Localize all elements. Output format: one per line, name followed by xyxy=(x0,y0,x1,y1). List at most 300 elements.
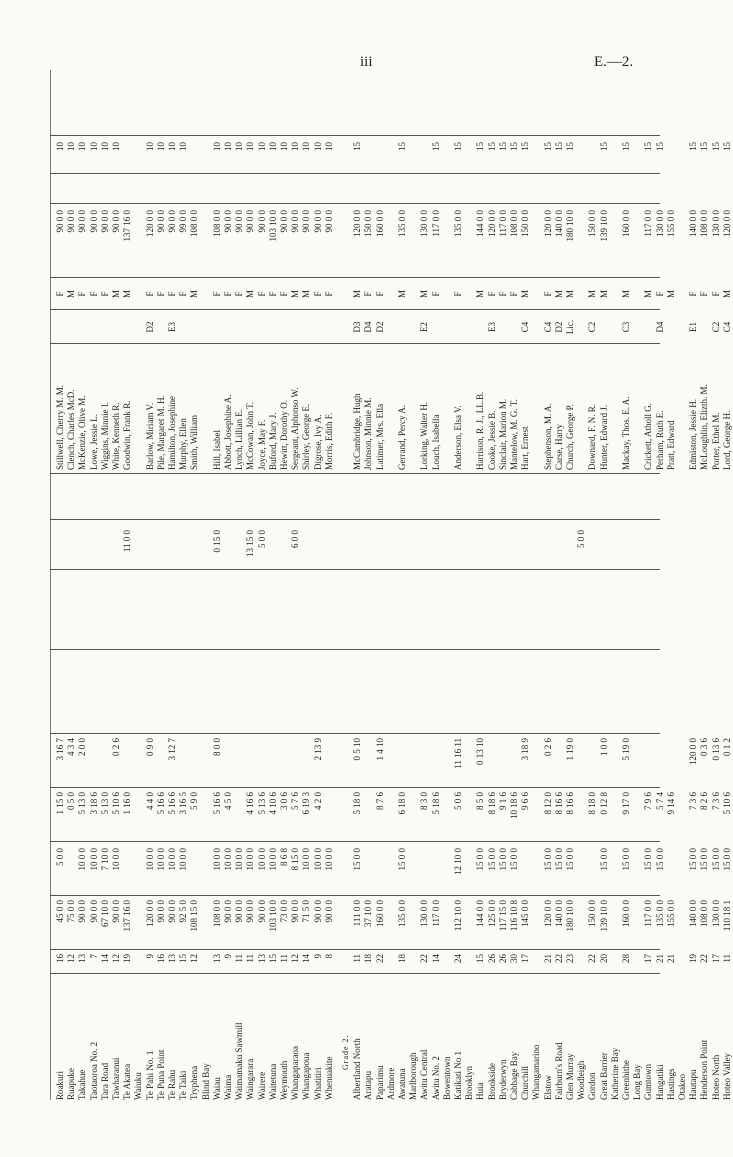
incidentals: 8 3 0 xyxy=(419,792,430,810)
incidentals: 4 5 0 xyxy=(223,792,233,810)
allowance: 15 xyxy=(486,142,497,151)
allowance: 15 xyxy=(397,142,407,151)
allowance: 15 xyxy=(688,142,699,151)
salary-rate: 160 0 0 xyxy=(621,210,631,237)
house-allowance: 15 0 0 xyxy=(721,848,732,871)
table-row xyxy=(544,70,554,1100)
school-name: Glen Murray xyxy=(565,1053,575,1100)
school-name: Whatitiri xyxy=(312,1067,323,1100)
allowance: 10 xyxy=(223,142,233,151)
salary-paid: 90 0 0 xyxy=(77,900,88,923)
salary-rate: 120 0 0 xyxy=(486,210,497,237)
table-row xyxy=(510,70,520,1100)
table-row xyxy=(190,70,200,1100)
allowance: 15 xyxy=(565,142,575,151)
attendance: 20 xyxy=(598,954,609,963)
other-expenses: 0 1 2 xyxy=(721,738,732,756)
house-allowance: 10 0 0 xyxy=(178,848,189,871)
other-expenses: 2 0 0 xyxy=(77,738,88,756)
table-row xyxy=(420,70,430,1100)
salary-paid: 75 0 0 xyxy=(66,900,77,923)
salary-paid: 117 15 0 xyxy=(497,900,508,932)
allowance: 15 xyxy=(621,142,631,151)
house-allowance: 10 0 0 xyxy=(155,848,166,871)
attendance: 16 xyxy=(155,954,166,963)
extra-amount: 11 0 0 xyxy=(122,530,133,553)
incidentals: 3 0 6 xyxy=(279,792,289,810)
salary-rate: 90 0 0 xyxy=(88,210,99,233)
school-name: Whangamarino xyxy=(531,1044,542,1100)
allowance: 10 xyxy=(301,142,312,151)
attendance: 26 xyxy=(497,954,508,963)
school-name: Te Pahi No. 1 xyxy=(144,1050,155,1100)
house-allowance: 10 0 0 xyxy=(144,848,155,871)
salary-rate: 103 10 0 xyxy=(267,210,278,242)
table-row xyxy=(179,70,189,1100)
sex: F xyxy=(699,291,710,297)
table-row xyxy=(157,70,167,1100)
sex: M xyxy=(301,290,312,299)
salary-rate: 90 0 0 xyxy=(323,210,334,233)
salary-rate: 144 0 0 xyxy=(475,210,486,237)
teacher-name: Sergeant, Alphonso W. xyxy=(290,387,301,470)
incidentals: 8 18 0 xyxy=(587,792,598,815)
table-row xyxy=(667,70,677,1100)
allowance: 15 xyxy=(643,142,654,151)
table-row xyxy=(409,70,419,1100)
allowance: 10 xyxy=(167,142,177,151)
allowance: 15 xyxy=(430,142,441,151)
salary-paid: 155 0 0 xyxy=(665,900,676,927)
salary-paid: 90 0 0 xyxy=(223,900,233,923)
attendance: 11 xyxy=(245,954,256,963)
table-top-rule xyxy=(50,70,51,1100)
salary-paid: 90 0 0 xyxy=(111,900,121,923)
sex: M xyxy=(122,290,133,299)
incidentals: 3 16 5 xyxy=(178,792,189,815)
salary-rate: 90 0 0 xyxy=(234,210,245,233)
incidentals: 9 17 0 xyxy=(621,792,631,815)
salary-paid: 90 0 0 xyxy=(88,900,99,923)
document-reference: E.—2. xyxy=(594,54,634,70)
teacher-name: Pratt, Edward xyxy=(665,420,676,470)
house-allowance: 15 0 0 xyxy=(553,848,564,871)
attendance: 19 xyxy=(122,954,133,963)
school-name: Whenuakite xyxy=(323,1056,334,1100)
salary-rate: 150 0 0 xyxy=(587,210,598,237)
teacher-name: Lynch, Lillian E. xyxy=(234,409,245,470)
sex: F xyxy=(710,291,721,297)
sex: F xyxy=(99,291,110,297)
attendance: 16 xyxy=(55,954,65,963)
salary-rate: 108 0 0 xyxy=(509,210,519,237)
school-name: Blind Bay xyxy=(200,1063,211,1100)
salary-rate: 108 0 0 xyxy=(699,210,710,237)
salary-paid: 90 0 0 xyxy=(323,900,334,923)
incidentals: 7 3 6 xyxy=(710,792,721,810)
classification: D4 xyxy=(654,321,665,333)
allowance: 10 xyxy=(323,142,334,151)
attendance: 19 xyxy=(688,954,699,963)
table-row xyxy=(325,70,335,1100)
school-name: Whangaparaoa xyxy=(290,1046,301,1100)
salary-paid: 144 0 0 xyxy=(475,900,486,927)
table-row xyxy=(387,70,397,1100)
house-allowance: 10 0 0 xyxy=(323,848,334,871)
school-name: Tawharanui xyxy=(111,1057,121,1100)
salary-paid: 135 0 0 xyxy=(397,900,407,927)
incidentals: 6 18 0 xyxy=(397,792,407,815)
school-name: Hautapu xyxy=(688,1069,699,1100)
school-name: Elstow xyxy=(542,1074,553,1100)
attendance: 21 xyxy=(542,954,553,963)
other-expenses: 0 5 10 xyxy=(352,738,363,761)
salary-paid: 92 5 0 xyxy=(178,900,189,923)
school-name: Te Akatea xyxy=(122,1063,133,1100)
school-name: Tara Road xyxy=(99,1062,110,1100)
salary-paid: 45 0 0 xyxy=(55,900,65,923)
house-allowance: 15 0 0 xyxy=(643,848,654,871)
salary-rate: 117 0 0 xyxy=(497,210,508,237)
salary-paid: 90 0 0 xyxy=(234,900,245,923)
sex: F xyxy=(256,291,267,297)
allowance: 10 xyxy=(111,142,121,151)
salary-rate: 130 0 0 xyxy=(654,210,665,237)
allowance: 10 xyxy=(279,142,289,151)
table-row xyxy=(146,70,156,1100)
incidentals: 5 10 6 xyxy=(721,792,732,815)
other-expenses: 0 13 10 xyxy=(475,738,486,765)
attendance: 21 xyxy=(654,954,665,963)
table-row xyxy=(454,70,464,1100)
attendance: 9 xyxy=(144,954,155,959)
house-allowance: 15 0 0 xyxy=(542,848,553,871)
salary-rate: 90 0 0 xyxy=(301,210,312,233)
school-name: Katikati No 1 xyxy=(453,1051,463,1100)
salary-rate: 117 0 0 xyxy=(643,210,654,237)
house-allowance: 15 0 0 xyxy=(598,848,609,871)
sex: M xyxy=(111,290,121,299)
house-allowance: 15 0 0 xyxy=(654,848,665,871)
salary-rate: 140 0 0 xyxy=(688,210,699,237)
allowance: 15 xyxy=(520,142,531,151)
salary-rate: 90 0 0 xyxy=(256,210,267,233)
table-row xyxy=(235,70,245,1100)
table-row xyxy=(712,70,722,1100)
teacher-name: Lowe, Jessie L. xyxy=(88,414,99,470)
classification: C4 xyxy=(520,321,531,333)
incidentals: 4 2 0 xyxy=(312,792,323,810)
house-allowance: 10 0 0 xyxy=(301,848,312,871)
attendance: 15 xyxy=(178,954,189,963)
attendance: 15 xyxy=(475,954,486,963)
sex: F xyxy=(509,291,519,297)
salary-rate: 90 0 0 xyxy=(155,210,166,233)
table-row xyxy=(566,70,576,1100)
other-expenses: 2 13 9 xyxy=(312,738,323,761)
incidentals: 5 0 6 xyxy=(453,792,463,810)
sex: F xyxy=(234,291,245,297)
attendance: 18 xyxy=(363,954,374,963)
teacher-name: Smith, William xyxy=(189,415,200,470)
incidentals: 5 16 6 xyxy=(155,792,166,815)
table-row xyxy=(269,70,279,1100)
incidentals: 5 16 6 xyxy=(167,792,177,815)
house-allowance: 15 0 0 xyxy=(710,848,721,871)
salary-rate: 90 0 0 xyxy=(312,210,323,233)
salary-rate: 150 0 0 xyxy=(363,210,374,237)
allowance: 10 xyxy=(155,142,166,151)
teacher-name: Hewitt, Dorothy O. xyxy=(279,400,289,470)
school-name: Brookside xyxy=(486,1063,497,1100)
salary-rate: 120 0 0 xyxy=(352,210,363,237)
allowance: 15 xyxy=(497,142,508,151)
allowance: 10 xyxy=(256,142,267,151)
sex: M xyxy=(598,290,609,299)
school-name: Awitu Central xyxy=(419,1049,430,1100)
allowance: 15 xyxy=(475,142,486,151)
school-name: Albertland North xyxy=(352,1038,363,1100)
attendance: 11 xyxy=(234,954,245,963)
sex: M xyxy=(721,290,732,299)
school-name: Ruapuke xyxy=(66,1068,77,1100)
school-name: Great Barrier xyxy=(598,1052,609,1100)
attendance: 22 xyxy=(419,954,430,963)
incidentals: 5 9 0 xyxy=(189,792,200,810)
attendance: 14 xyxy=(99,954,110,963)
allowance: 10 xyxy=(99,142,110,151)
teacher-name: Hamilton, Josephine xyxy=(167,396,177,470)
sex: M xyxy=(587,290,598,299)
table-row xyxy=(398,70,408,1100)
classification: C2 xyxy=(710,321,721,333)
school-name: Bowentown xyxy=(441,1056,452,1100)
sex: M xyxy=(245,290,256,299)
teacher-name: Anderson, Elsa V. xyxy=(453,405,463,470)
school-name: Roakuri xyxy=(55,1071,65,1100)
salary-rate: 120 0 0 xyxy=(721,210,732,237)
salary-rate: 90 0 0 xyxy=(99,210,110,233)
table-row xyxy=(476,70,486,1100)
sex: F xyxy=(267,291,278,297)
classification: E2 xyxy=(419,322,430,332)
school-name: Waima xyxy=(223,1074,233,1100)
table-row xyxy=(600,70,610,1100)
classification: E3 xyxy=(167,322,177,332)
classification: D2 xyxy=(144,321,155,333)
classification: D2 xyxy=(374,321,385,333)
salary-rate: 155 0 0 xyxy=(665,210,676,237)
attendance: 18 xyxy=(397,954,407,963)
attendance: 22 xyxy=(699,954,710,963)
teacher-name: Crickett, Atholl G. xyxy=(643,403,654,470)
salary-rate: 140 0 0 xyxy=(553,210,564,237)
sex: F xyxy=(323,291,334,297)
attendance: 12 xyxy=(66,954,77,963)
teacher-name: Edmiston, Jessie H. xyxy=(688,399,699,470)
rotated-ledger-table xyxy=(50,70,732,1100)
house-allowance: 10 0 0 xyxy=(245,848,256,871)
incidentals: 5 13 0 xyxy=(77,792,88,815)
salary-rate: 130 0 0 xyxy=(419,210,430,237)
other-expenses: 1 19 0 xyxy=(565,738,575,761)
table-row xyxy=(101,70,111,1100)
table-row xyxy=(213,70,223,1100)
salary-rate: 90 0 0 xyxy=(290,210,301,233)
table-row xyxy=(376,70,386,1100)
attendance: 11 xyxy=(279,954,289,963)
house-allowance: 10 0 0 xyxy=(211,848,222,871)
salary-paid: 139 10 0 xyxy=(598,900,609,932)
incidentals: 6 19 3 xyxy=(301,792,312,815)
school-name: Hastings xyxy=(665,1068,676,1100)
other-expenses: 3 12 7 xyxy=(167,738,177,761)
other-expenses: 0 3 6 xyxy=(699,738,710,756)
table-row xyxy=(224,70,234,1100)
incidentals: 4 16 6 xyxy=(245,792,256,815)
school-name: Otakeo xyxy=(677,1074,687,1100)
house-allowance: 10 0 0 xyxy=(312,848,323,871)
salary-rate: 120 0 0 xyxy=(144,210,155,237)
salary-paid: 111 0 0 xyxy=(352,900,363,927)
salary-paid: 103 10 0 xyxy=(267,900,278,932)
table-row xyxy=(364,70,374,1100)
allowance: 10 xyxy=(77,142,88,151)
salary-paid: 180 10 0 xyxy=(565,900,575,932)
sex: F xyxy=(77,291,88,297)
salary-paid: 130 0 0 xyxy=(419,900,430,927)
other-expenses: 0 2 6 xyxy=(111,738,121,756)
classification: C3 xyxy=(621,321,631,333)
sex: F xyxy=(374,291,385,297)
table-row xyxy=(633,70,643,1100)
incidentals: 5 18 6 xyxy=(430,792,441,815)
house-allowance: 5 0 0 xyxy=(55,848,65,866)
extra-amount: 5 0 0 xyxy=(576,530,587,548)
house-allowance: 10 0 0 xyxy=(234,848,245,871)
table-row xyxy=(258,70,268,1100)
incidentals: 4 4 0 xyxy=(144,792,155,810)
school-name: Bryderwyn xyxy=(497,1059,508,1100)
teacher-name: Downard, F. N. R. xyxy=(587,403,598,470)
allowance: 10 xyxy=(178,142,189,151)
table-row xyxy=(622,70,632,1100)
table-row xyxy=(521,70,531,1100)
table-row xyxy=(532,70,542,1100)
salary-paid: 112 10 0 xyxy=(453,900,463,932)
teacher-name: Louch, Isabella xyxy=(430,414,441,470)
salary-paid: 90 0 0 xyxy=(155,900,166,923)
school-name: Gordon xyxy=(587,1072,598,1100)
salary-paid: 108 15 0 xyxy=(189,900,200,932)
sex: F xyxy=(178,291,189,297)
salary-paid: 116 10 8 xyxy=(509,900,519,932)
attendance: 12 xyxy=(189,954,200,963)
incidentals: 8 7 6 xyxy=(374,792,385,810)
teacher-name: Carse, Harry xyxy=(553,424,564,470)
attendance: 9 xyxy=(223,954,233,959)
school-name: Waitetuna xyxy=(267,1063,278,1100)
salary-rate: 90 0 0 xyxy=(223,210,233,233)
salary-rate: 90 0 0 xyxy=(279,210,289,233)
teacher-name: Mackay, Thos. E. A. xyxy=(621,396,631,470)
sex: F xyxy=(144,291,155,297)
salary-rate: 137 16 0 xyxy=(122,210,133,242)
sex: M xyxy=(621,290,631,299)
salary-rate: 90 0 0 xyxy=(245,210,256,233)
teacher-name: Digrose, Ivy A. xyxy=(312,414,323,470)
school-name: Hoteo Valley xyxy=(721,1052,732,1100)
attendance: 23 xyxy=(565,954,575,963)
table-row xyxy=(291,70,301,1100)
salary-paid: 150 0 0 xyxy=(587,900,598,927)
attendance: 17 xyxy=(710,954,721,963)
grade-heading: Grade 2. xyxy=(341,1034,350,1070)
allowance: 15 xyxy=(509,142,519,151)
classification: D4 xyxy=(363,321,374,333)
salary-rate: 135 0 0 xyxy=(397,210,407,237)
table-row xyxy=(611,70,621,1100)
table-row xyxy=(302,70,312,1100)
salary-paid: 117 0 0 xyxy=(643,900,654,927)
table-row xyxy=(353,70,363,1100)
salary-rate: 120 0 0 xyxy=(542,210,553,237)
incidentals: 8 5 0 xyxy=(475,792,486,810)
table-row xyxy=(700,70,710,1100)
attendance: 17 xyxy=(520,954,531,963)
school-name: Fairburn's Road xyxy=(553,1042,564,1100)
sex: F xyxy=(486,291,497,297)
incidentals: 4 10 6 xyxy=(267,792,278,815)
incidentals: 8 16 6 xyxy=(553,792,564,815)
table-row xyxy=(588,70,598,1100)
allowance: 10 xyxy=(88,142,99,151)
table-row xyxy=(246,70,256,1100)
classification: C2 xyxy=(587,321,598,333)
incidentals: 5 7 4 xyxy=(654,792,665,810)
teacher-name: Joyce, May F. xyxy=(256,419,267,470)
salary-rate: 160 0 0 xyxy=(374,210,385,237)
classification: Lic. xyxy=(565,319,575,335)
attendance: 11 xyxy=(721,954,732,963)
house-allowance: 8 6 8 xyxy=(279,848,289,866)
teacher-name: Goodwin, Frank R. xyxy=(122,400,133,470)
salary-paid: 90 0 0 xyxy=(245,900,256,923)
school-name: Katherine Bay xyxy=(609,1047,620,1100)
salary-rate: 99 0 0 xyxy=(178,210,189,233)
school-name: Waimamaku Sawmill xyxy=(234,1022,245,1100)
allowance: 10 xyxy=(234,142,245,151)
salary-paid: 140 0 0 xyxy=(553,900,564,927)
extra-amount: 6 0 0 xyxy=(290,530,301,548)
sex: M xyxy=(665,290,676,299)
school-name: Takahue xyxy=(77,1069,88,1100)
incidentals: 1 15 0 xyxy=(55,792,65,815)
salary-rate: 139 10 0 xyxy=(598,210,609,242)
salary-paid: 125 0 0 xyxy=(486,900,497,927)
school-name: Paparimu xyxy=(374,1065,385,1100)
table-row xyxy=(202,70,212,1100)
classification: D2 xyxy=(553,321,564,333)
table-row xyxy=(67,70,77,1100)
sex: M xyxy=(475,290,486,299)
extra-amount: 13 15 0 xyxy=(245,530,256,557)
school-name: Waingarara xyxy=(245,1058,256,1100)
sex: M xyxy=(66,290,77,299)
house-allowance: 10 0 0 xyxy=(167,848,177,871)
allowance: 15 xyxy=(598,142,609,151)
classification: C4 xyxy=(721,321,732,333)
